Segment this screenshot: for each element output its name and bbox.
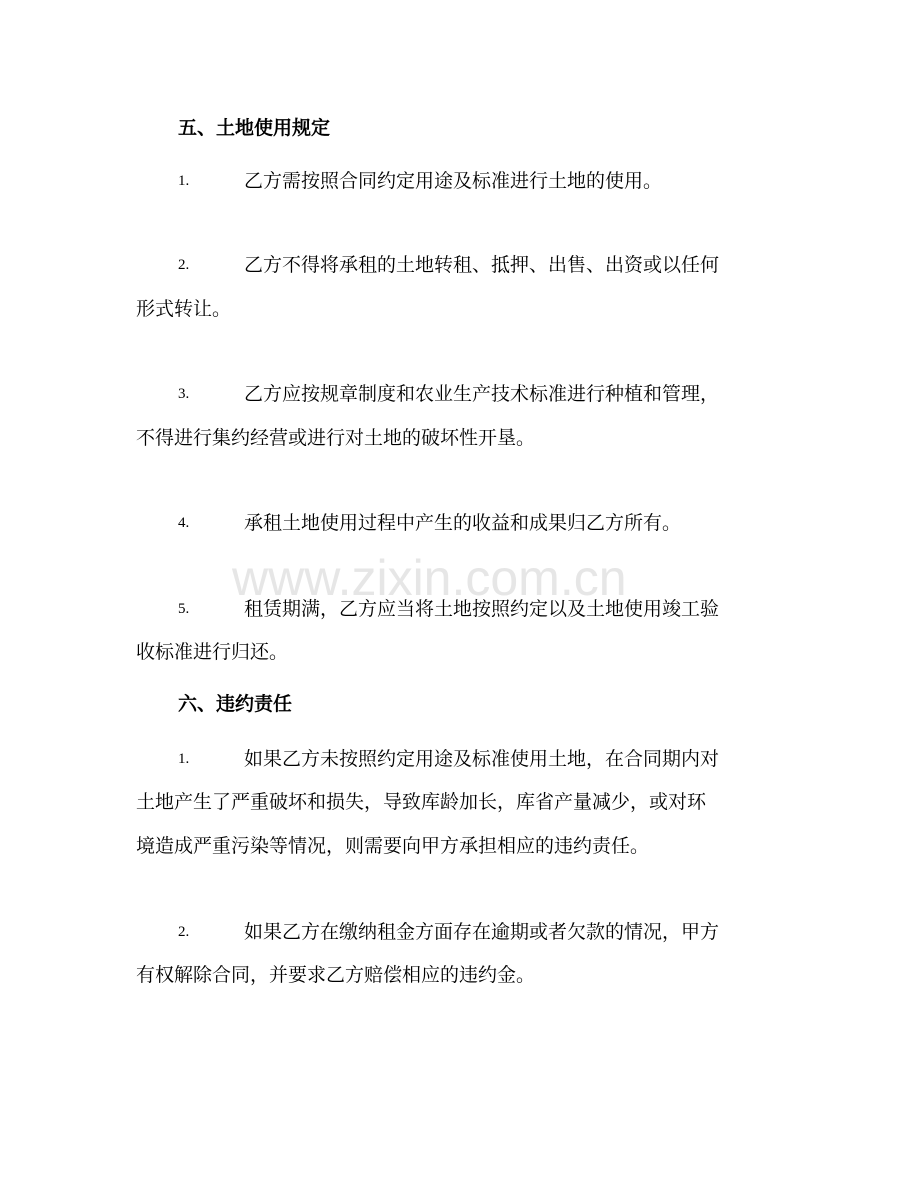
item-text-line: 如果乙方在缴纳租金方面存在逾期或者欠款的情况，甲方 (244, 921, 720, 943)
item-number: 2. (178, 924, 190, 940)
watermark: www.zixin.com.cn (232, 550, 627, 606)
section-heading: 五、土地使用规定 (178, 117, 331, 139)
item-text-line: 收标准进行归还。 (136, 641, 289, 663)
item-text-line: 乙方应按规章制度和农业生产技术标准进行种植和管理， (244, 383, 720, 405)
section-heading: 六、违约责任 (178, 693, 293, 715)
item-number: 3. (178, 386, 190, 402)
item-number: 1. (178, 173, 190, 189)
item-number: 1. (178, 751, 190, 767)
item-number: 5. (178, 601, 190, 617)
item-text-line: 有权解除合同，并要求乙方赔偿相应的违约金。 (136, 964, 536, 986)
item-text-line: 土地产生了严重破坏和损失，导致库龄加长，库省产量减少，或对环 (136, 791, 707, 813)
item-text-line: 不得进行集约经营或进行对土地的破坏性开垦。 (136, 427, 536, 449)
item-text-line: 乙方需按照合同约定用途及标准进行土地的使用。 (244, 170, 663, 192)
item-text-line: 租赁期满，乙方应当将土地按照约定以及土地使用竣工验 (244, 598, 720, 620)
item-number: 2. (178, 257, 190, 273)
item-number: 4. (178, 515, 190, 531)
item-text-line: 形式转让。 (136, 298, 232, 320)
item-text-line: 乙方不得将承租的土地转租、抵押、出售、出资或以任何 (244, 254, 720, 276)
item-text-line: 境造成严重污染等情况，则需要向甲方承担相应的违约责任。 (136, 835, 650, 857)
item-text-line: 如果乙方未按照约定用途及标准使用土地，在合同期内对 (244, 748, 720, 770)
item-text-line: 承租土地使用过程中产生的收益和成果归乙方所有。 (244, 512, 682, 534)
